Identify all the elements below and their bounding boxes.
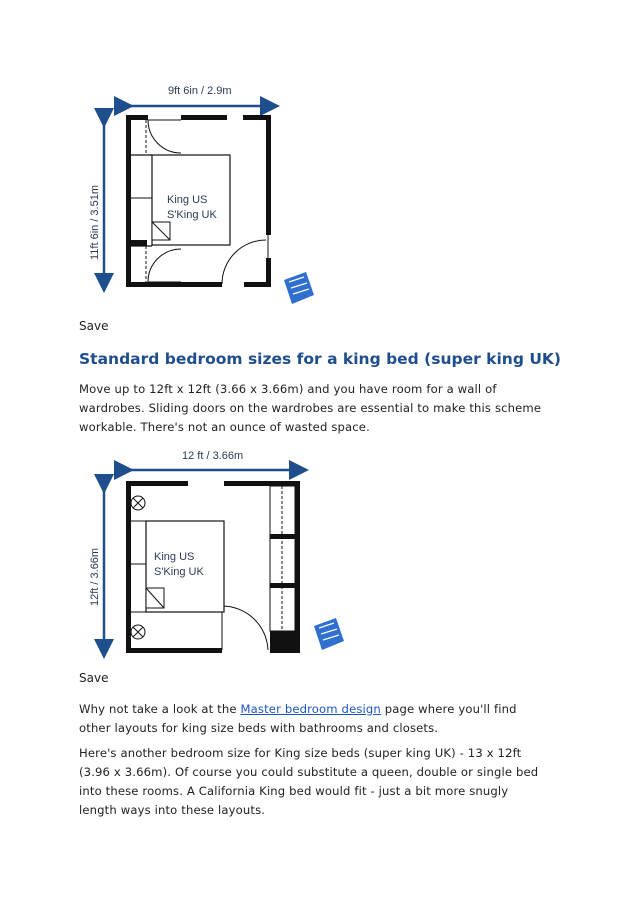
bed-label-line2: S'King UK (167, 209, 217, 221)
blueprint-logo-icon (314, 618, 344, 650)
para2-after: page where you'll find other layouts for king size beds with bathrooms and closets. (79, 702, 517, 735)
floor-plan-9ft6-by-11ft6 (84, 80, 344, 310)
paragraph-13x12-room: Here's another bedroom size for King size beds (super king UK) - 13 x 12ft (3.96 x 3.66m). Of course you could substitute a queen, double or single bed into these rooms. A California King bed would fit - just a bit more snugly length ways into these layouts. (79, 746, 539, 817)
blueprint-logo-icon (284, 272, 314, 304)
width-label: 12 ft / 3.66m (182, 450, 244, 462)
paragraph-master-bedroom (79, 700, 549, 738)
master-bedroom-design-link[interactable]: Master bedroom design (240, 702, 381, 716)
height-label: 11ft 6in / 3.51m (89, 184, 101, 260)
section-heading: Standard bedroom sizes for a king bed (super king UK) (79, 350, 561, 368)
bed-label-line2: S'King UK (154, 566, 204, 578)
floor-plan-12ft-by-12ft (84, 446, 374, 661)
paragraph-12ft-room: Move up to 12ft x 12ft (3.66 x 3.66m) and you have room for a wall of wardrobes. Sliding doors on the wardrobes are essential to make this scheme workable. There's not an ounce of wasted space. (79, 382, 542, 434)
height-label: 12ft / 3.66m (89, 547, 101, 606)
bed-label-line1: King US (167, 194, 208, 206)
width-label: 9ft 6in / 2.9m (168, 85, 232, 97)
bed-label-line1: King US (154, 551, 195, 563)
save-link-1[interactable]: Save (79, 319, 109, 333)
save-link-2[interactable]: Save (79, 671, 109, 685)
para2-before: Why not take a look at the (79, 702, 241, 716)
